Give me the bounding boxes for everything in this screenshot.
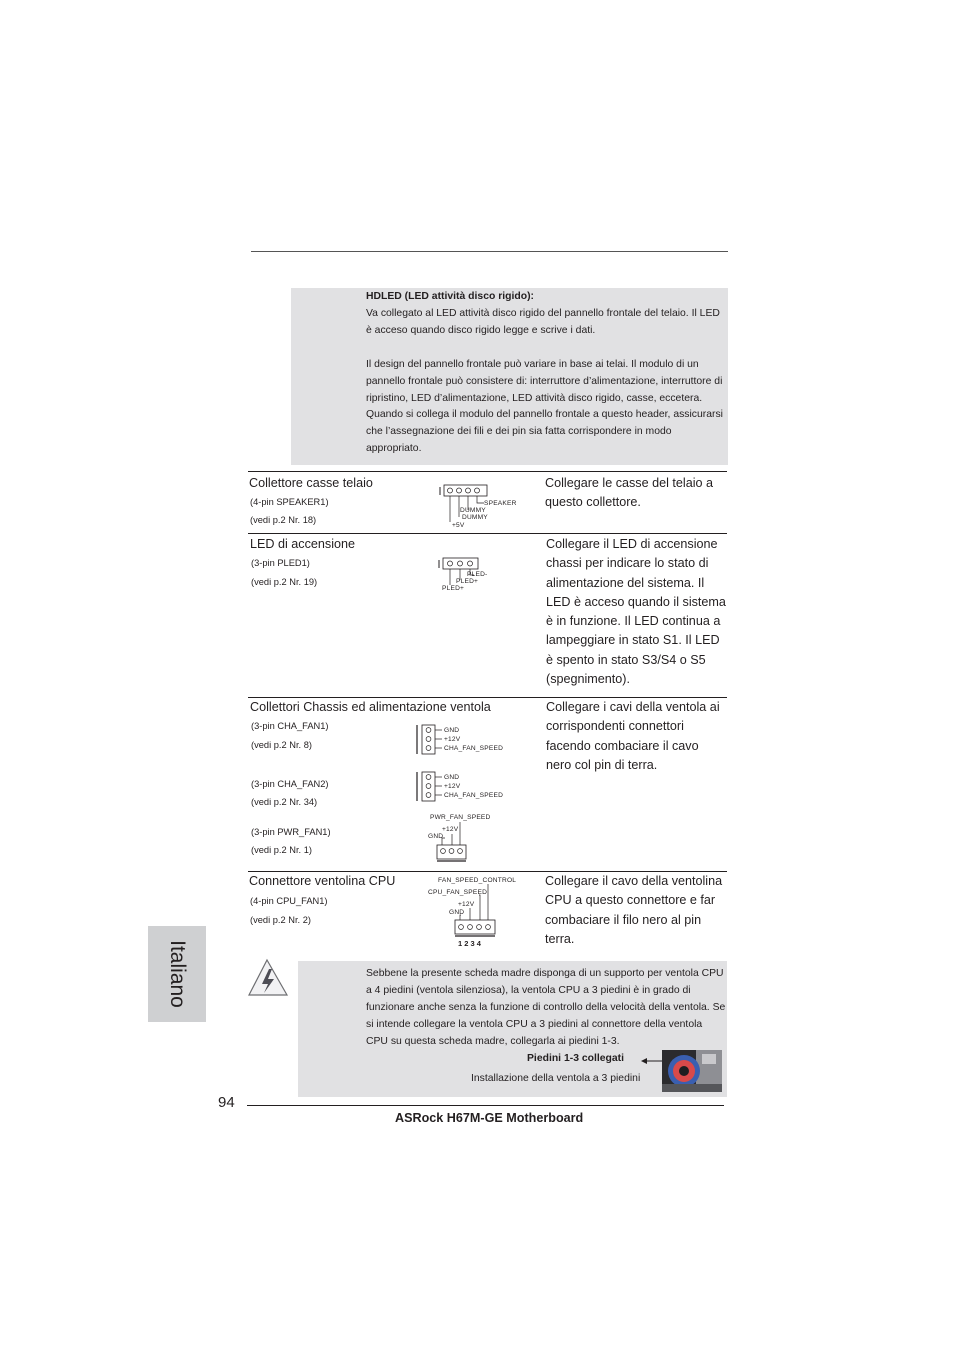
svg-text:GND: GND — [444, 727, 460, 734]
cpu-fan-ref: (vedi p.2 Nr. 2) — [250, 915, 311, 925]
fan-warning-text: Sebbene la presente scheda madre disponga di un supporto per ventola CPU a 4 piedini (ventola silenziosa), la ventola CPU a 3 piedini è in grado di funzionare anche senza la funzione di controllo della velocità della ventola. Se si intende collegare la ventola CPU a 3 piedini al connettore della ventola CPU su questa scheda madre, collegarla ai piedini 1-3. — [366, 968, 726, 1047]
cha-fan1-ref: (vedi p.2 Nr. 8) — [251, 740, 312, 750]
cpu-fan-desc: Collegare il cavo della ventolina CPU a questo connettore e far combaciare il filo nero al pin terra. — [545, 874, 723, 946]
page-number: 94 — [218, 1094, 235, 1111]
svg-text:CPU_FAN_SPEED: CPU_FAN_SPEED — [428, 889, 488, 896]
speaker-pin-label: SPEAKER — [484, 500, 517, 507]
fans-title: Collettori Chassis ed alimentazione ventola — [250, 700, 491, 714]
speaker-title: Collettore casse telaio — [249, 476, 373, 490]
speaker-ref: (vedi p.2 Nr. 18) — [250, 515, 317, 525]
section-divider — [248, 533, 727, 534]
fan-photo — [662, 1050, 722, 1092]
pwr-fan1-ref: (vedi p.2 Nr. 1) — [251, 845, 312, 855]
pled-plus-label: PLED+ — [456, 578, 479, 585]
cha-fan2-pin: (3-pin CHA_FAN2) — [251, 779, 329, 789]
pled-pin: (3-pin PLED1) — [251, 558, 310, 568]
svg-text:PWR_FAN_SPEED: PWR_FAN_SPEED — [430, 814, 491, 821]
cpu-fan-pin: (4-pin CPU_FAN1) — [250, 896, 328, 906]
warning-icon — [247, 957, 291, 999]
pins-connected-caption: Piedini 1-3 collegati — [527, 1053, 625, 1064]
dummy-pin-label-2: DUMMY — [462, 514, 488, 521]
svg-text:GND: GND — [444, 774, 460, 781]
front-panel-text: Il design del pannello frontale può variare in base ai telai. Il modulo di un pannello frontale può consistere di: interruttore d’alimentazione, interruttore di ripristino, LED d’alimentazione, LED attività disco rigido, casse, eccetera. Quando si collega il modulo del pannello frontale a questo header, assicurarsi che l’assegnazione dei fili e dei pin sia fatta corrispondere in modo appropriato. — [366, 358, 723, 455]
cpu-fan-title: Connettore ventolina CPU — [249, 874, 396, 888]
speaker-desc-1: Collegare le casse del telaio a — [545, 476, 714, 490]
hdled-text: Va collegato al LED attività disco rigido del pannello frontale del telaio. Il LED è acceso quando disco rigido legge e scrive i dati. — [366, 307, 720, 336]
cha-fan2-ref: (vedi p.2 Nr. 34) — [251, 797, 318, 807]
svg-text:1 2 3 4: 1 2 3 4 — [458, 939, 481, 948]
cha-fan1-diagram — [414, 722, 514, 758]
language-tab: Italiano — [148, 926, 206, 1022]
dummy-pin-label: DUMMY — [460, 507, 486, 514]
5v-pin-label: +5V — [452, 522, 465, 529]
section-divider — [248, 471, 727, 472]
pwr-fan1-pin: (3-pin PWR_FAN1) — [251, 827, 331, 837]
cpu-fan-diagram — [424, 874, 524, 950]
arrow-left-icon — [640, 1056, 664, 1066]
pled-header-diagram — [436, 555, 506, 595]
speaker-desc-2: questo collettore. — [545, 495, 641, 509]
svg-text:+12V: +12V — [444, 783, 461, 790]
svg-text:FAN_SPEED_CONTROL: FAN_SPEED_CONTROL — [438, 877, 517, 884]
svg-text:+12V: +12V — [442, 826, 459, 833]
pled-title: LED di accensione — [250, 537, 356, 551]
fans-desc: Collegare i cavi della ventola ai corrispondenti connettori facendo combaciare il cavo nero col pin di terra. — [546, 700, 720, 772]
fan-install-caption: Installazione della ventola a 3 piedini — [471, 1073, 641, 1084]
speaker-pin: (4-pin SPEAKER1) — [250, 497, 329, 507]
svg-text:GND: GND — [428, 833, 444, 840]
pwr-fan1-diagram — [424, 811, 504, 863]
cha-fan1-pin: (3-pin CHA_FAN1) — [251, 721, 329, 731]
pled-ref: (vedi p.2 Nr. 19) — [251, 577, 318, 587]
svg-text:+12V: +12V — [444, 736, 461, 743]
top-divider — [251, 251, 728, 252]
svg-text:CHA_FAN_SPEED: CHA_FAN_SPEED — [444, 792, 504, 799]
svg-text:+12V: +12V — [458, 901, 475, 908]
svg-text:GND: GND — [449, 909, 465, 916]
hdled-note — [366, 289, 728, 458]
hdled-heading: HDLED (LED attività disco rigido): — [366, 291, 534, 302]
speaker-header-diagram — [438, 482, 518, 532]
cha-fan2-diagram — [414, 769, 514, 805]
svg-text:CHA_FAN_SPEED: CHA_FAN_SPEED — [444, 745, 504, 752]
pled-minus-label: PLED- — [467, 571, 488, 578]
footer-divider — [247, 1105, 724, 1106]
pled-desc: Collegare il LED di accensione chassi per indicare lo stato di alimentazione del sistema. Il LED è acceso quando il sistema è in funzione. Il LED continua a lampeggiare in stato S1. Il LED è spento in stato S3/S4 o S5 (spegnimento). — [546, 537, 726, 687]
footer-title: ASRock H67M-GE Motherboard — [395, 1111, 584, 1125]
pled-plus-label-2: PLED+ — [442, 585, 465, 592]
